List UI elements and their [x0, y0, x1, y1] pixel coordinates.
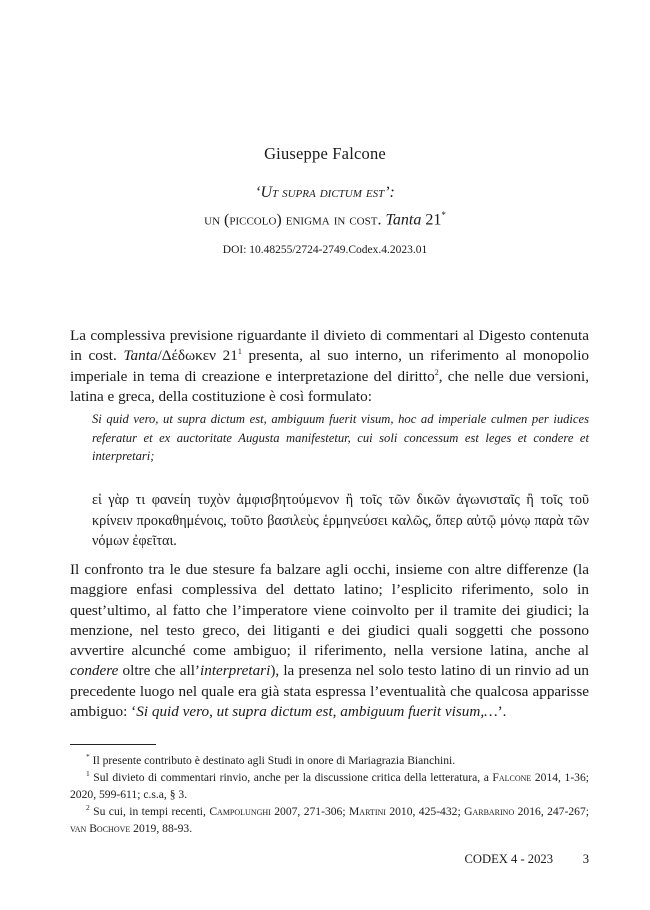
footnote-marker: *: [86, 752, 90, 762]
title-latin-phrase: ‘Ut supra dictum est’:: [255, 184, 395, 201]
page-number: 3: [582, 852, 589, 866]
para1-text-a: La complessiva previsione riguardante il divieto di commentari al Digesto contenuta in cost.: [70, 327, 589, 365]
footnote-2: [70, 803, 589, 837]
footnote-text: Su cui, in tempi recenti,: [89, 805, 210, 818]
greek-quotation: εἰ γὰρ τι φανείη τυχὸν ἀμφισβητούμενον ἢ τοῖς τῶν δικῶν ἀγωνισταῖς ἢ τοῖς τοῦ κρίνειν προκαθημένοις, τοῦτο βασιλεὺς ἑρμηνεύσει καλῶς, ὅπερ αὐτῷ μόνῳ παρὰ τῶν νόμων ἐφεῖται.: [92, 492, 589, 549]
para2-text-d: ’.: [497, 703, 507, 721]
footnote-text: 2019, 88-93.: [130, 822, 193, 835]
para1-text-b: /Δέδωκεν 21: [157, 347, 238, 365]
para1-italic-tanta: Tanta: [123, 347, 158, 365]
title-line-2-prefix: un (piccolo) enigma in cost.: [204, 211, 386, 229]
footnote-text: 2010, 425-432;: [385, 805, 465, 818]
para2-italic-quote: Si quid vero, ut supra dictum est, ambiguum fuerit visum,…: [136, 703, 498, 721]
title-line-2-suffix: 21: [421, 211, 442, 229]
para2-italic-condere: condere: [70, 662, 119, 680]
para2-text-c: ), la presenza nel solo testo latino di un rinvio ad un precedente luogo nel quale era già stata espressa l’eventualità che qualcosa apparisse ambiguo: ‘: [70, 662, 589, 721]
body-paragraph-2: [70, 560, 589, 722]
footnote-text: Sul divieto di commentari rinvio, anche per la discussione critica della letteratura, a: [89, 771, 493, 784]
para2-text-b: oltre che all’: [118, 662, 200, 680]
footnote-ref-2[interactable]: 2: [434, 367, 439, 377]
footnote-separator: [70, 744, 156, 745]
footnote-text: 2016, 247-267;: [514, 805, 589, 818]
cited-author: Martini: [348, 805, 386, 818]
title-line-1: [0, 181, 650, 204]
cited-author: Campolunghi: [209, 805, 271, 818]
footnote-marker: 1: [86, 769, 90, 779]
footnotes: [70, 752, 589, 837]
para1-text-c: presenta, al suo interno, un riferimento al monopolio imperiale in tema di creazione e interpretazione del diritto: [70, 347, 590, 385]
footnote-text: Il presente contributo è destinato agli Studi in onore di Mariagrazia Bianchini.: [89, 754, 456, 767]
para1-text-d: , che nelle due versioni, latina e greca, della costituzione è così formulato:: [70, 367, 589, 405]
journal-issue: CODEX 4 - 2023: [464, 852, 553, 866]
footnote-text: 2007, 271-306;: [270, 805, 349, 818]
body-paragraph-1: [70, 326, 589, 407]
para2-italic-interpretari: interpretari: [200, 662, 271, 680]
title-footnote-marker[interactable]: *: [441, 210, 446, 220]
cited-author: Garbarino: [464, 805, 515, 818]
article-title: [0, 181, 650, 231]
title-line-2: [0, 204, 650, 231]
cited-author: van Bochove: [70, 822, 131, 835]
author-name: Giuseppe Falcone: [264, 144, 386, 163]
footnote-text: 2014, 1-36; 2020, 599-611; c.s.a, § 3.: [70, 771, 589, 801]
para2-text-a: Il confronto tra le due stesure fa balzare agli occhi, insieme con altre differenze (la maggiore enfasi complessiva del dettato latino; l’esplicito riferimento, solo in quest’ultimo, al fatto che l’imperatore viene coinvolto per il tramite dei giudici; la menzione, nel testo greco, dei litiganti e dei giudici quali soggetti che possono avvertire alcunché come ambiguo; il riferimento, nella versione latina, anche al: [70, 561, 589, 660]
footnote-ref-1[interactable]: 1: [237, 347, 242, 357]
latin-quotation: Si quid vero, ut supra dictum est, ambiguum fuerit visum, hoc ad imperiale culmen per iudices referatur et ex auctoritate Augusta manifestetur, cui soli concessum est leges et condere et interpretari;: [92, 412, 589, 463]
footnote-marker: 2: [86, 803, 90, 813]
footnote-star: [70, 752, 589, 769]
footnote-1: [70, 769, 589, 803]
doi: DOI: 10.48255/2724-2749.Codex.4.2023.01: [222, 244, 428, 256]
cited-author: Falcone: [492, 771, 532, 784]
title-line-2-italic: Tanta: [385, 211, 422, 229]
